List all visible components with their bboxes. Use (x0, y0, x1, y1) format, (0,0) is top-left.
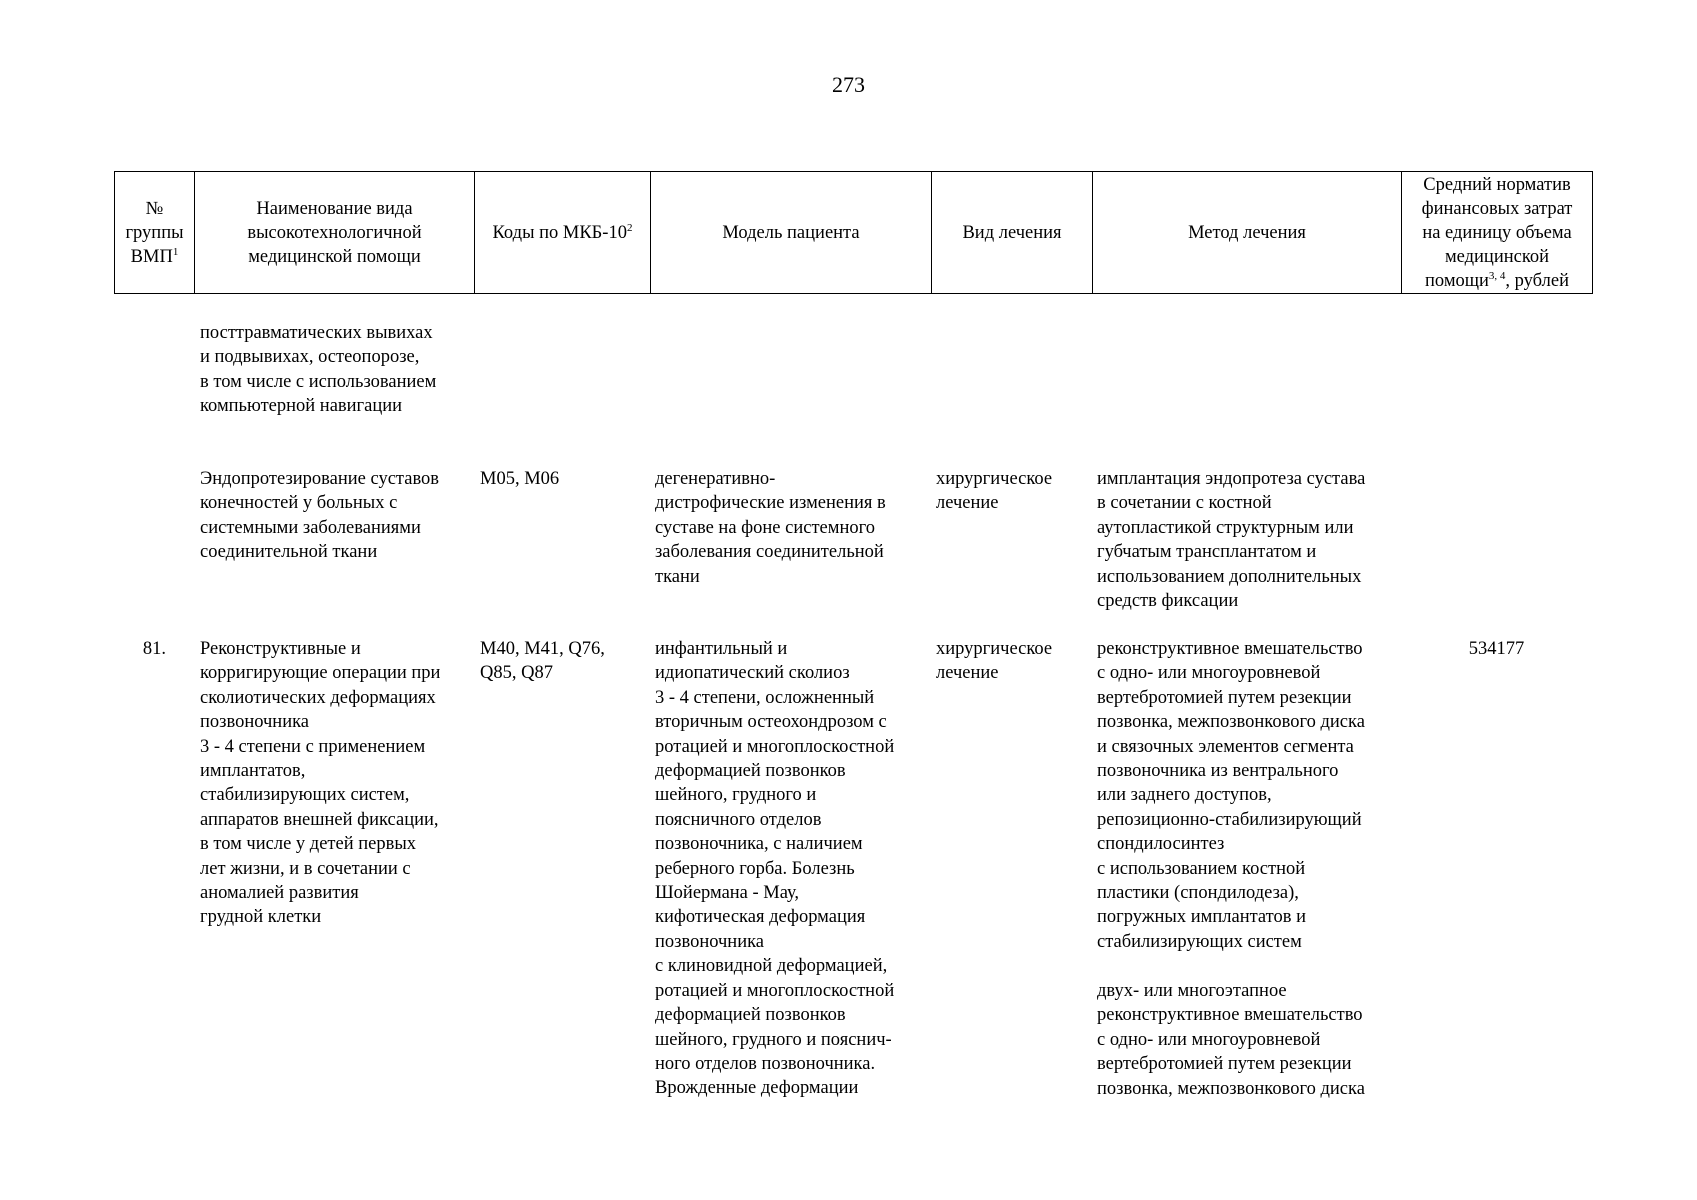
header-care-name: Наименование вида высокотехнологичной медицинской помощи (195, 172, 475, 294)
table-header (114, 171, 1593, 294)
row-81-cost: 534177 (1468, 639, 1525, 659)
row-81-codes: M40, M41, Q76, Q85, Q87 (480, 639, 605, 684)
row-81-method-1: реконструктивное вмешательство с одно- или многоуровневой вертебротомией путем резекции позвонка, межпозвонкового диска и связочных элементов сегмента позвоночника из вентрального или заднего доступов, репозиционно-стабилизирующий спондилосинтез с использованием костной пластики (спондилодеза), погружных имплантатов и стабилизирующих систем (1097, 639, 1365, 952)
row-81-method-2: двух- или многоэтапное реконструктивное вмешательство с одно- или многоуровневой вертебротомией путем резекции позвонка, межпозвонкового диска (1097, 981, 1365, 1099)
header-patient-model: Модель пациента (651, 172, 932, 294)
page-number: 273 (832, 72, 865, 97)
header-icd-codes: Коды по МКБ-$10^2$ (475, 172, 651, 294)
row-81-name: Реконструктивные и корригирующие операции при сколиотических деформациях позвоночника 3 - 4 степени с применением имплантатов, стабилизирующих систем, аппаратов внешней фиксации, в том числе у детей первых лет жизни, и в сочетании с аномалией развития грудной клетки (200, 639, 441, 928)
row-81-treatment: хирургическое лечение (936, 639, 1053, 684)
row-81-number: 81. (142, 639, 166, 659)
row-endoprosthesis-treatment: хирургическое лечение (936, 469, 1053, 514)
header-treatment-method: Метод лечения (1093, 172, 1402, 294)
row-endoprosthesis-codes: M05, M06 (480, 469, 560, 489)
row-endoprosthesis-model: дегенеративно- дистрофические изменения в суставе на фоне системного заболевания соединительной ткани (655, 469, 886, 587)
row-continuation-name: посттравматических вывихах и подвывихах, остеопорозе, в том числе с использованием компьютерной навигации (200, 323, 437, 417)
row-endoprosthesis-name: Эндопротезирование суставов конечностей у больных с системными заболеваниями соединительной ткани (200, 469, 440, 563)
header-group-number: № группы ВМП$^1$ (115, 172, 195, 294)
header-treatment-type: Вид лечения (932, 172, 1093, 294)
header-cost-standard: Средний норматив финансовых затрат на единицу объема медицинской помощи$^{3, 4}$, рублей (1402, 172, 1593, 294)
row-endoprosthesis-method: имплантация эндопротеза сустава в сочетании с костной аутопластикой структурным или губчатым трансплантатом и использованием дополнительных средств фиксации (1097, 469, 1366, 612)
row-81-model: инфантильный и идиопатический сколиоз 3 - 4 степени, осложненный вторичным остеохондрозом с ротацией и многоплоскостной деформацией позвонков шейного, грудного и поясничного отделов позвоночника, с наличием реберного горба. Болезнь Шойермана - Мау, кифотическая деформация позвоночника с клиновидной деформацией, ротацией и многоплоскостной деформацией позвонков шейного, грудного и пояснич- ного отделов позвоночника. Врожденные деформации (655, 639, 895, 1099)
